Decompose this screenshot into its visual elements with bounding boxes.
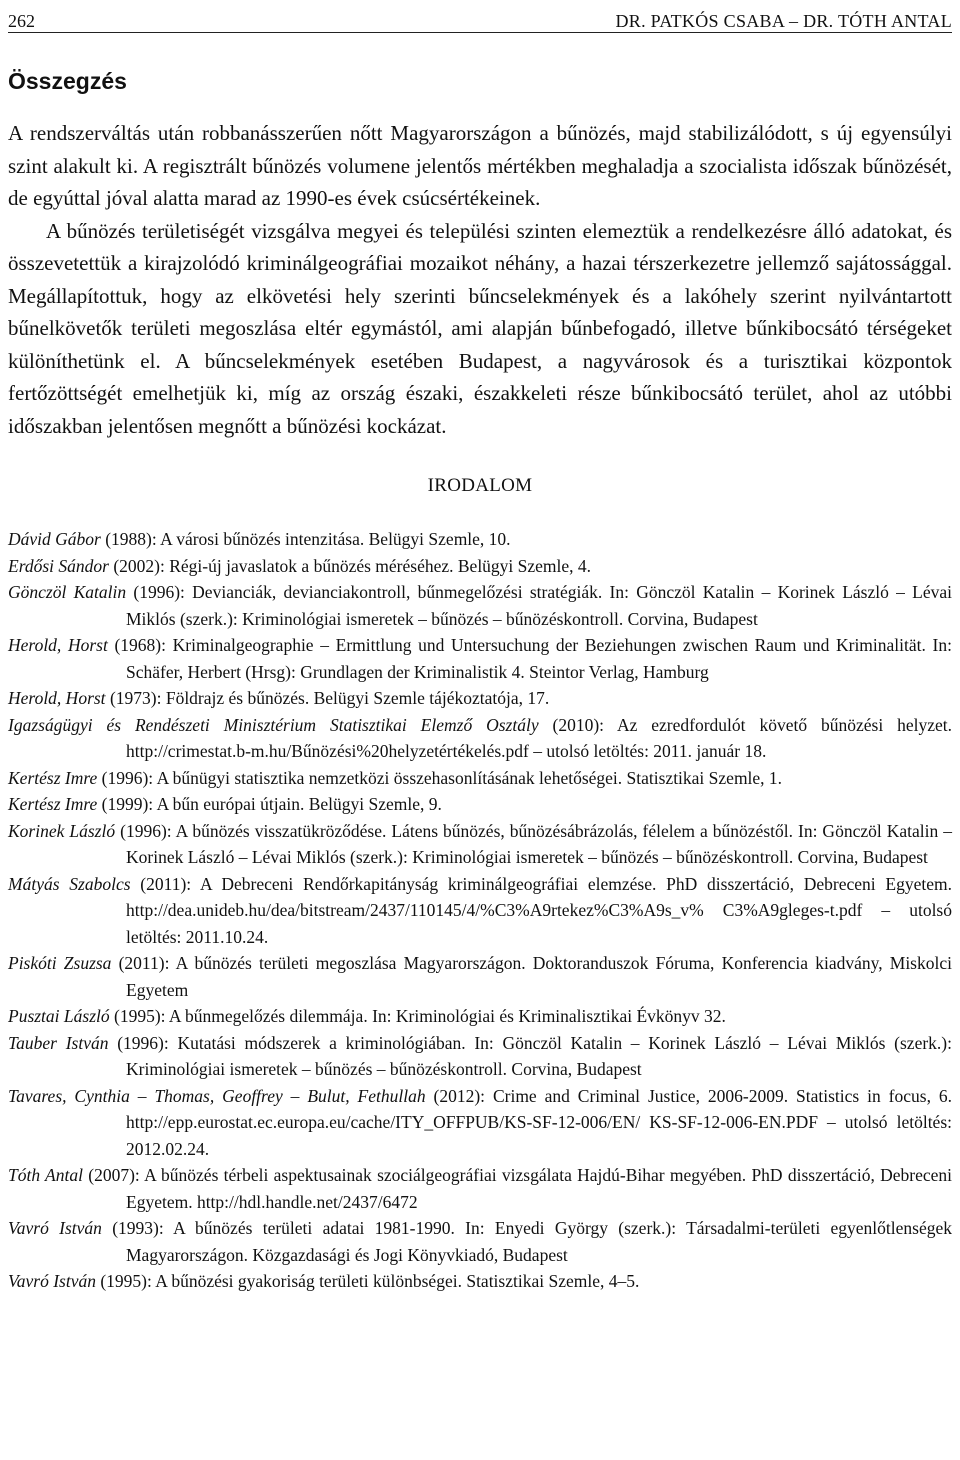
reference-item [8,1268,952,1295]
reference-item [8,579,952,632]
summary-paragraph-2: A bűnözés területiségét vizsgálva megyei és települési szinten elemeztük a rendelkezésre álló adatokat, és összevetettük a kirajzolódó kriminálgeográfiai mozaikot néhány, a hazai térszerkezetre jellemző sajátossággal. Megállapítottuk, hogy az elkövetési hely szerinti bűncselekmények és a lakóhely szerint nyilvántartott bűnelkövetők területi megoszlása eltér egymástól, ami alapján bűnbefogadó, illetve bűnkibocsátó térségeket különíthetünk el. A bűncselekmények esetében Budapest, a nagyvárosok és a turisztikai központok fertőzöttségét emelhetjük ki, míg az ország északi, északkeleti része bűnkibocsátó terület, ahol az utóbbi időszakban jelentősen megnőtt a bűnözési kockázat. [8,218,952,438]
reference-item [8,818,952,871]
reference-item [8,712,952,765]
reference-list [8,526,952,1295]
reference-item [8,765,952,792]
page-number: 262 [8,11,35,31]
reference-text: (1996): Kutatási módszerek a kriminológiában. In: Gönczöl Katalin – Korinek László – Lévai Miklós (szerk.): Kriminológiai ismeretek – bűnözés – bűnözéskontroll. Corvina, Budapest [108,1032,952,1079]
reference-author: Erdősi Sándor [8,555,109,576]
reference-text: (1968): Kriminalgeographie – Ermittlung und Untersuchung der Beziehungen zwischen Raum und Kriminalität. In: Schäfer, Herbert (Hrsg): Grundlagen der Kriminalistik 4. Steintor Verlag, Hamburg [107,635,952,682]
reference-item [8,791,952,818]
reference-author: Igazságügyi és Rendészeti Minisztérium Statisztikai Elemző Osztály [8,714,539,735]
reference-author: Herold, Horst [8,688,106,708]
reference-text: (2010): Az ezredfordulót követő bűnözési helyzet. http://crimestat.b-m.hu/Bűnözési%20helyzetértékelés.pdf – utolsó letöltés: 2011. január 18. [126,714,952,761]
reference-item [8,632,952,685]
document-page [8,0,952,1295]
section-title: Összegzés [8,68,127,94]
reference-text: (1988): A városi bűnözés intenzitása. Belügyi Szemle, 10. [100,529,511,549]
bibliography-title: IRODALOM [427,475,533,496]
reference-item [8,1030,952,1083]
reference-item [8,1215,952,1268]
reference-text: (1995): A bűnmegelőzés dilemmája. In: Kriminológiai és Kriminalisztikai Évkönyv 32. [109,1006,726,1026]
reference-author: Mátyás Szabolcs [8,873,131,894]
reference-author: Tavares, Cynthia – Thomas, Geoffrey – Bulut, Fethullah [8,1085,426,1106]
reference-text: (1993): A bűnözés területi adatai 1981-1990. In: Enyedi György (szerk.): Társadalmi-területi egyenlőtlenségek Magyarországon. Közgazdasági és Jogi Könyvkiadó, Budapest [101,1218,952,1265]
reference-author: Tauber István [8,1032,109,1053]
reference-item [8,950,952,1003]
reference-text: (1996): Devianciák, devianciakontroll, bűnmegelőzési stratégiák. In: Gönczöl Katalin – Korinek László – Lévai Miklós (szerk.): Kriminológiai ismeretek – bűnözés – bűnözéskontroll. Corvina, Budapest [126,582,952,629]
reference-item [8,871,952,951]
reference-author: Herold, Horst [8,635,108,655]
reference-item [8,1083,952,1163]
reference-author: Vavró István [8,1218,102,1238]
reference-text: (1996): A bűnözés visszatükröződése. Látens bűnözés, bűnözésábrázolás, félelem a bűnözéstől. In: Gönczöl Katalin – Korinek László – Lévai Miklós (szerk.): Kriminológiai ismeretek – bűnözés – bűnözéskontroll. Corvina, Budapest [115,820,952,867]
reference-text: (2011): A Debreceni Rendőrkapitányság kriminálgeográfiai elemzése. PhD disszertáció, Debreceni Egyetem. http://dea.unideb.hu/dea/bitstream/2437/110145/4/%C3%A9rtekez%C3%A9s_v% C3%A9gleges-t.pdf – utolsó letöltés: 2011.10.24. [126,873,952,947]
summary-paragraph-1: A rendszerváltás után robbanásszerűen nőtt Magyarországon a bűnözés, majd stabilizálódott, s új egyensúlyi szint alakult ki. A regisztrált bűnözés volumene jelentős mértékben meghaladja a szocialista időszak bűnözését, de egyúttal jóval alatta marad az 1990-es évek csúcsértékeinek. [8,121,952,210]
reference-author: Pusztai László [8,1006,110,1026]
reference-item [8,685,952,712]
reference-text: (2011): A bűnözés területi megoszlása Magyarországon. Doktoranduszok Fóruma, Konferencia kiadvány, Miskolci Egyetem [111,953,952,1000]
reference-author: Tóth Antal [8,1165,83,1185]
reference-author: Dávid Gábor [8,529,101,549]
running-header [8,0,952,33]
reference-text: (1995): A bűnözési gyakoriság területi különbségei. Statisztikai Szemle, 4–5. [95,1271,640,1291]
reference-text: (1973): Földrajz és bűnözés. Belügyi Szemle tájékoztatója, 17. [105,688,550,708]
reference-item [8,526,952,553]
reference-item [8,1003,952,1030]
reference-author: Kertész Imre [8,794,98,814]
reference-author: Piskóti Zsuzsa [8,953,112,973]
reference-author: Vavró István [8,1271,96,1291]
reference-text: (1996): A bűnügyi statisztika nemzetközi összehasonlításának lehetőségei. Statisztikai Szemle, 1. [97,767,783,788]
reference-text: (2007): A bűnözés térbeli aspektusainak szociálgeográfiai vizsgálata Hajdú-Bihar megyében. PhD disszertáció, Debreceni Egyetem. http://hdl.handle.net/2437/6472 [82,1165,952,1212]
reference-text: (1999): A bűn európai útjain. Belügyi Szemle, 9. [97,794,442,814]
reference-item [8,1162,952,1215]
reference-text: (2002): Régi-új javaslatok a bűnözés méréséhez. Belügyi Szemle, 4. [108,555,592,576]
reference-text: (2012): Crime and Criminal Justice, 2006-2009. Statistics in focus, 6. http://epp.eurostat.ec.europa.eu/cache/ITY_OFFPUB/KS-SF-12-006/EN/ KS-SF-12-006-EN.PDF – utolsó letöltés: 2012.02.24. [126,1085,952,1159]
reference-item [8,553,952,580]
header-authors: DR. PATKÓS CSABA – DR. TÓTH ANTAL [615,11,952,31]
reference-author: Kertész Imre [8,767,98,788]
reference-author: Gönczöl Katalin [8,582,127,602]
reference-author: Korinek László [8,820,116,841]
